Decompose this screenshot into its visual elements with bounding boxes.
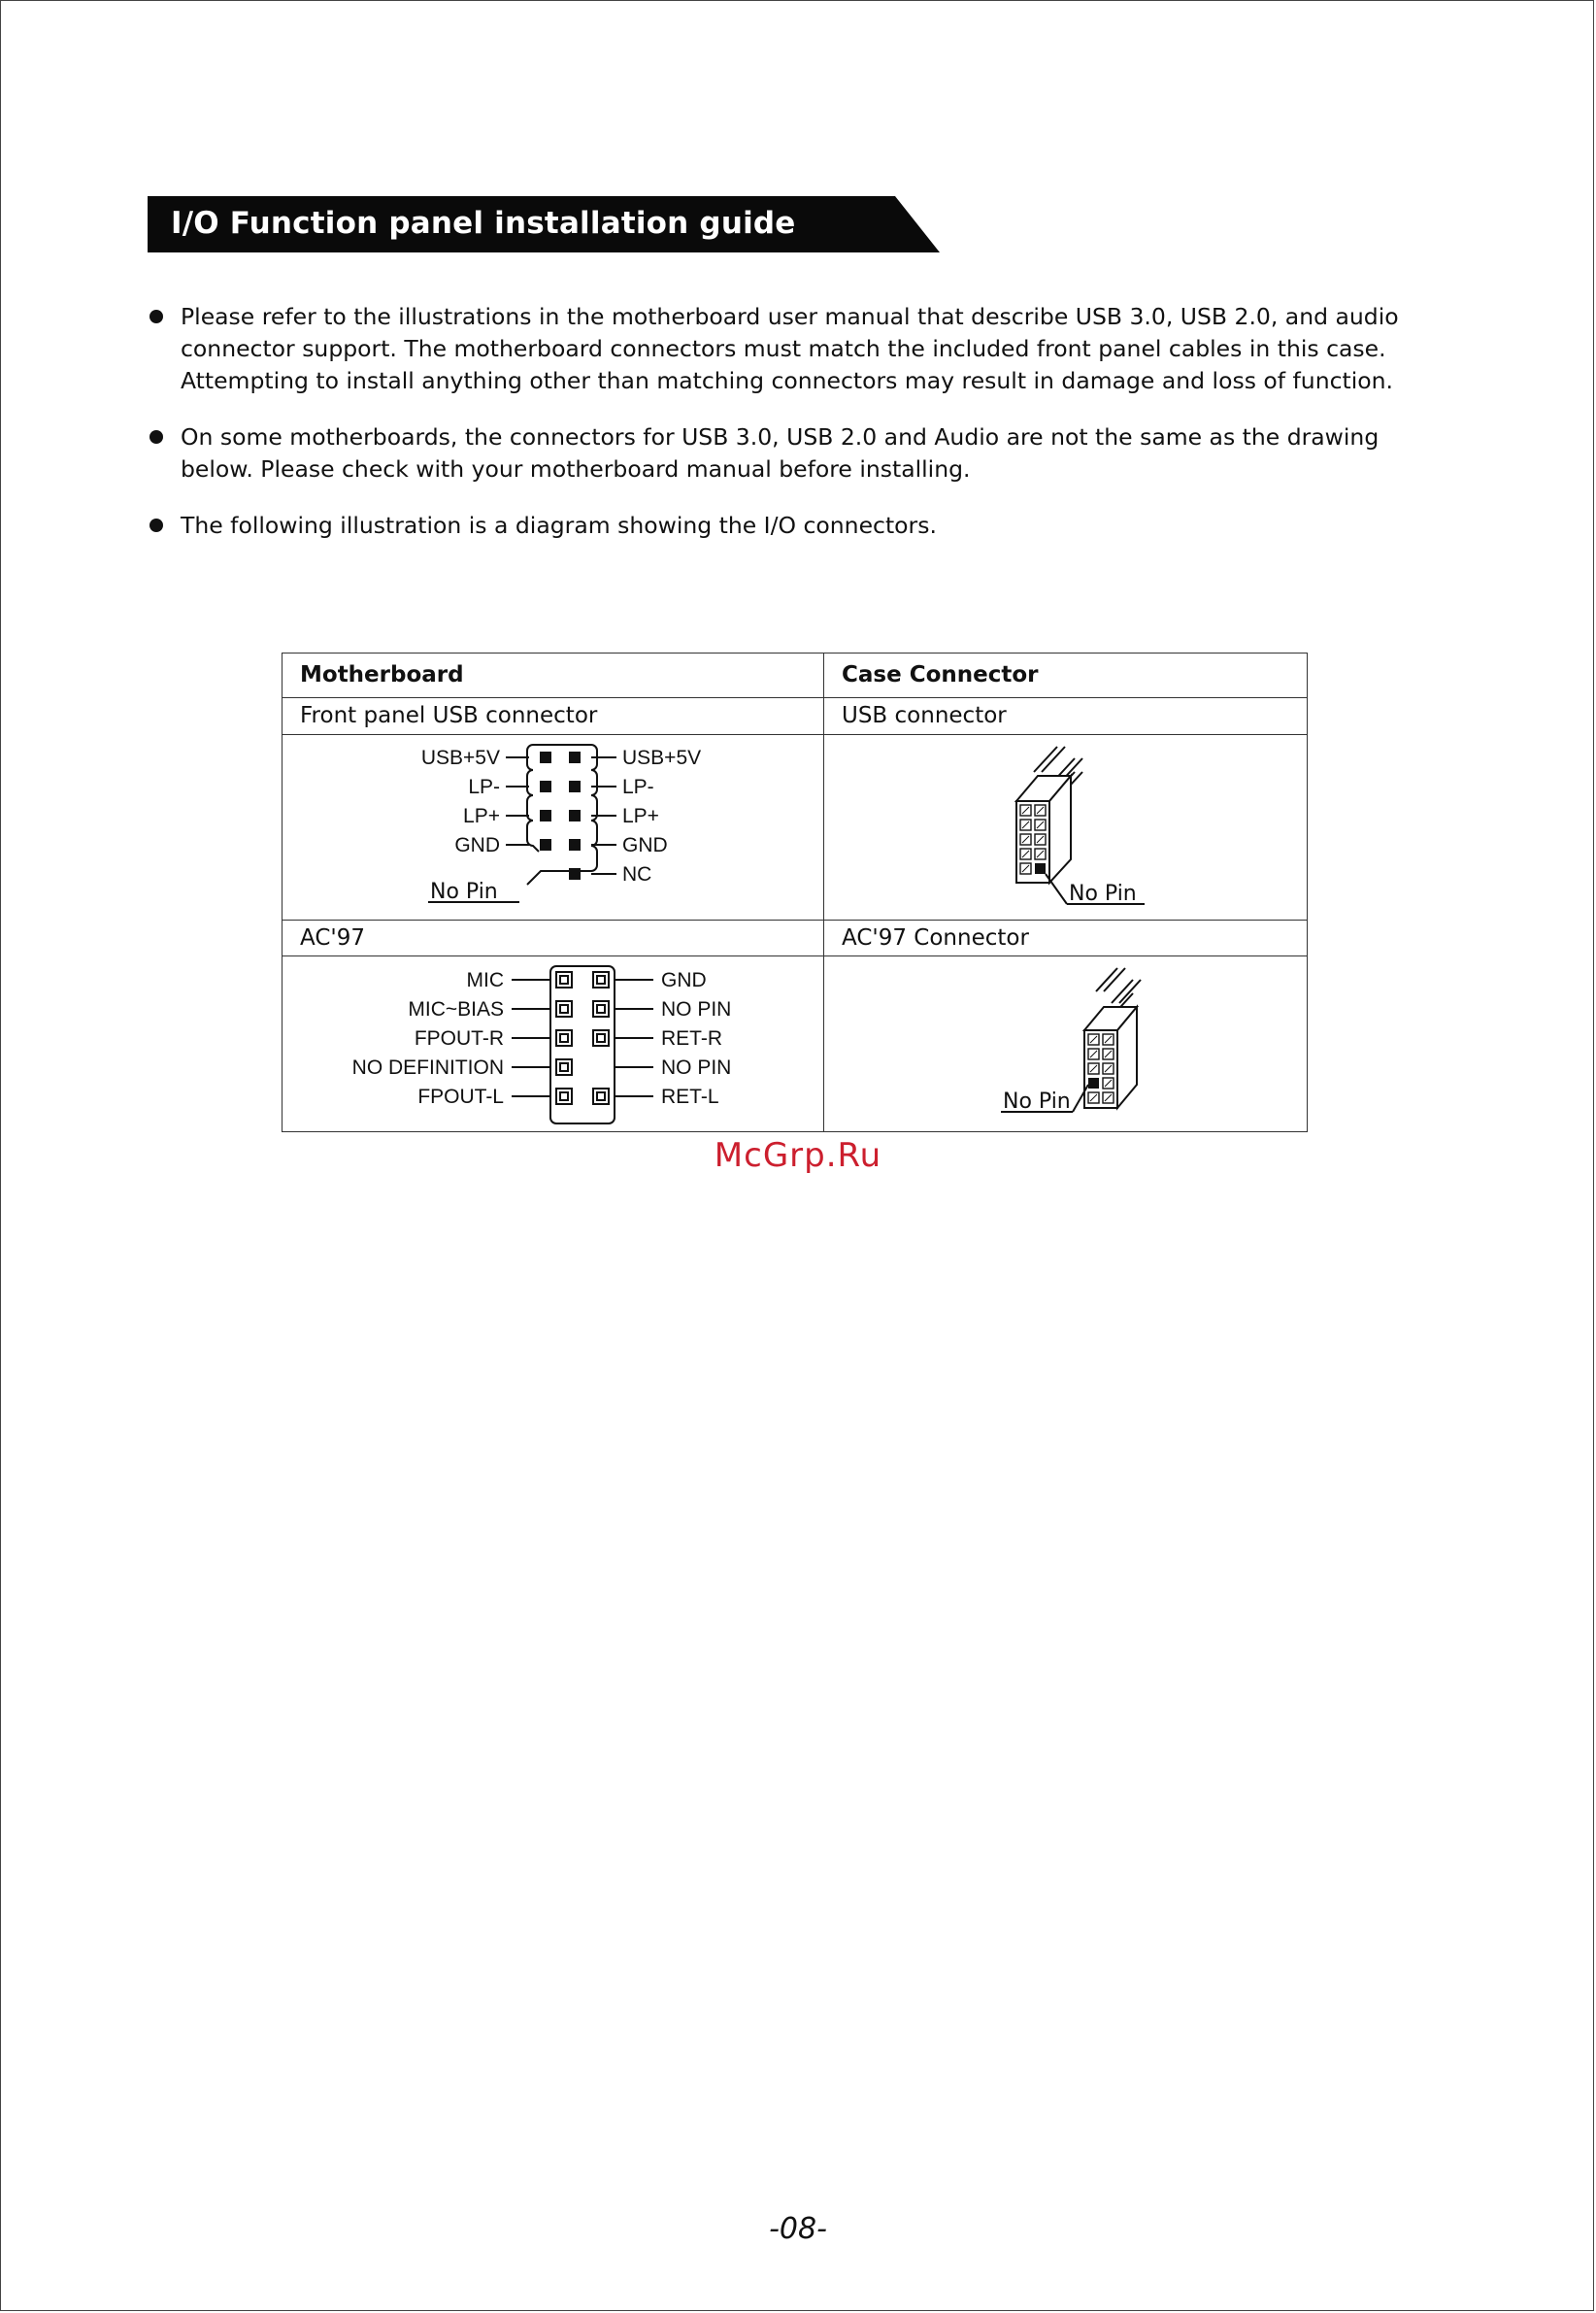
usb-pin [569,810,581,821]
ac97-left-pin-label: MIC [466,969,504,992]
connector-table [282,653,1308,1132]
usb-left-pin-label: LP- [468,775,500,798]
usb-pin [540,810,551,821]
usb-left-pin-label: USB+5V [420,746,500,769]
usb-no-pin-label: No Pin [430,879,498,904]
ac97-right-pin-label: NO PIN [661,998,732,1022]
usb-pin [540,752,551,763]
usb-pin [569,752,581,763]
ac97-right-pin-label: GND [661,969,707,992]
usb-pinout-cell [283,734,824,920]
page-title: I/O Function panel installation guide [171,206,796,241]
usb-case-no-pin-label: No Pin [1069,881,1137,906]
ac97-motherboard-label: AC'97 [283,920,824,956]
table-header-row [283,654,1308,698]
bullet-list [146,301,1456,566]
usb-right-pin-label: GND [622,833,668,856]
ac97-pinout-cell [283,956,824,1132]
usb-right-pin-label: USB+5V [622,746,702,769]
ac97-pinout-diagram [300,956,842,1127]
bullet-line: Please refer to the illustrations in the motherboard user manual that describe USB 3.0, USB 2.0, and audio [181,303,1399,330]
usb-pinout-diagram [300,735,842,916]
bullet-line: The following illustration is a diagram showing the I/O connectors. [181,512,937,539]
ac97-right-pin-label: NO PIN [661,1056,732,1080]
watermark: McGrp.Ru [714,1136,882,1175]
table-row [283,956,1308,1132]
bullet-item [146,421,1456,486]
column-header-case-connector: Case Connector [824,654,1308,698]
usb-motherboard-label: Front panel USB connector [283,697,824,734]
ac97-right-pin-label: RET-L [661,1086,719,1109]
table-row [283,920,1308,956]
bullet-dot-icon [150,519,163,532]
usb-right-pin-label: NC [622,862,652,886]
bullet-dot-icon [150,310,163,323]
ac97-case-connector-drawing [842,956,1325,1127]
usb-header-outline [527,745,597,885]
column-header-motherboard: Motherboard [283,654,824,698]
ac97-left-pin-label: NO DEFINITION [351,1056,504,1080]
ac97-case-connector-cell [824,956,1308,1132]
usb-blocked-pin [1035,863,1046,874]
usb-pin [540,781,551,792]
ac97-left-pin-label: FPOUT-R [414,1027,504,1051]
usb-case-connector-drawing [842,735,1325,916]
usb-case-connector-cell [824,734,1308,920]
ac97-left-pin-label: FPOUT-L [417,1086,504,1109]
ac97-right-pin-label: RET-R [661,1027,722,1051]
bullet-line: below. Please check with your motherboard manual before installing. [181,455,971,483]
usb-pin [569,839,581,851]
ac97-blocked-pin [1088,1078,1099,1089]
usb-right-pin-label: LP- [622,775,654,798]
usb-pin [569,781,581,792]
table-row [283,697,1308,734]
page-number: -08- [769,2212,827,2246]
usb-case-label: USB connector [824,697,1308,734]
section-title-banner [148,196,940,252]
usb-pin [569,868,581,880]
usb-pin [540,839,551,851]
bullet-line: On some motherboards, the connectors for USB 3.0, USB 2.0 and Audio are not the same as the drawing [181,423,1380,451]
usb-left-pin-label: GND [454,833,500,856]
usb-right-pin-label: LP+ [622,804,659,827]
bullet-line: connector support. The motherboard connectors must match the included front panel cables in this case. [181,335,1386,362]
bullet-dot-icon [150,430,163,444]
ac97-case-no-pin-label: No Pin [1003,1089,1071,1115]
ac97-left-pin-label: MIC~BIAS [408,998,504,1022]
usb-left-pin-label: LP+ [463,804,500,827]
table-row [283,734,1308,920]
bullet-line: Attempting to install anything other than matching connectors may result in damage and loss of function. [181,367,1393,394]
bullet-item [146,301,1456,397]
bullet-item [146,510,1456,542]
ac97-case-label: AC'97 Connector [824,920,1308,956]
